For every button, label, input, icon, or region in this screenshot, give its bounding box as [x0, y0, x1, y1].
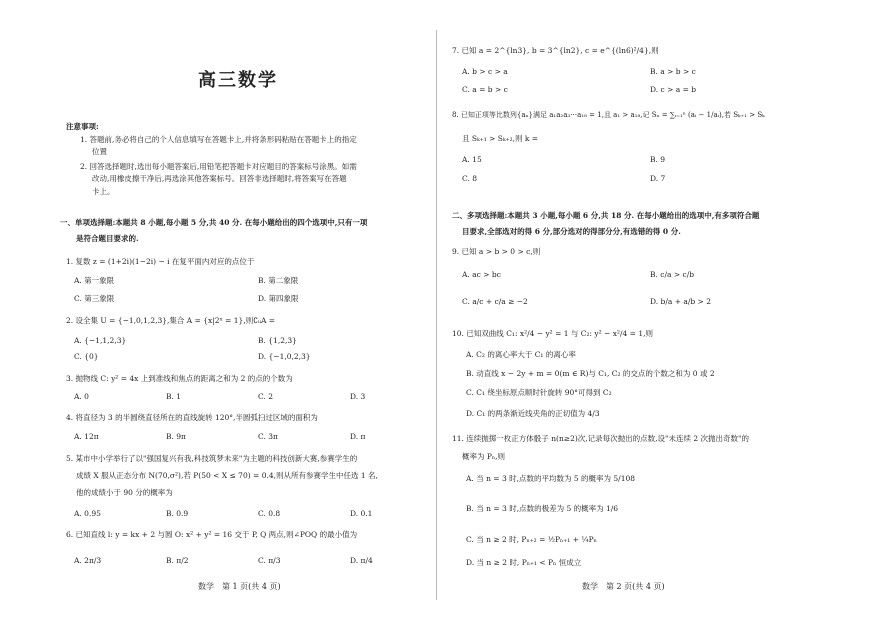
q6-stem: 6. 已知直线 l: y = kx + 2 与圆 O: x² + y² = 16 交于 P, Q 两点,则∠POQ 的最小值为 [66, 530, 358, 539]
q4-option-d: D. π [350, 432, 366, 441]
notice-1-line2: 位置 [92, 147, 107, 156]
q1-option-c: C. 第三象限 [74, 294, 115, 303]
q7-option-d: D. c > a = b [650, 85, 697, 94]
q5-option-a: A. 0.95 [74, 509, 101, 518]
q7-stem: 7. 已知 a = 2^{ln3}, b = 3^{ln2}, c = e^{(ln6)²/4},则 [452, 46, 659, 55]
q2-option-b: B. {1,2,3} [258, 336, 297, 345]
section2-heading-line2: 目要求,全部选对的得 6 分,部分选对的得部分分,有选错的得 0 分. [462, 227, 681, 236]
q10-option-b: B. 动直线 x − 2y + m = 0(m ∈ R)与 C₁, C₂ 的交点的个数之和为 0 或 2 [466, 369, 715, 378]
q9-option-d: D. b/a + a/b > 2 [650, 297, 711, 306]
q1-option-b: B. 第二象限 [258, 276, 299, 285]
q4-option-c: C. 3π [258, 432, 278, 441]
page-divider [436, 30, 437, 600]
right-page [440, 0, 870, 629]
q11-option-d: D. 当 n ≥ 2 时, Pₙ₊₁ < Pₙ 恒成立 [466, 558, 582, 567]
q2-option-c: C. {0} [74, 352, 99, 361]
q6-option-d: D. π/4 [350, 556, 373, 565]
q9-option-c: C. a/c + c/a ≥ −2 [462, 297, 528, 306]
q10-option-c: C. C₁ 绕坐标原点顺时针旋转 90°可得到 C₂ [466, 388, 612, 397]
notice-1-line1: 1. 答题前,务必将自己的个人信息填写在答题卡上,并将条形码粘贴在答题卡上的指定 [80, 135, 357, 144]
q9-option-b: B. c/a > c/b [650, 270, 695, 279]
q10-option-a: A. C₂ 的离心率大于 C₁ 的离心率 [466, 350, 576, 359]
q8-option-d: D. 7 [650, 174, 666, 183]
q8-option-c: C. 8 [462, 174, 478, 183]
q10-stem: 10. 已知双曲线 C₁: x²/4 − y² = 1 与 C₂: y² − x²/4 = 1,则 [452, 329, 653, 338]
q5-option-c: C. 0.8 [258, 509, 281, 518]
q7-option-a: A. b > c > a [462, 67, 508, 76]
page-footer-2: 数学 第 2 页(共 4 页) [582, 582, 665, 591]
section1-heading-line2: 是符合题目要求的. [76, 234, 139, 243]
q4-option-a: A. 12π [74, 432, 99, 441]
q10-option-d: D. C₁ 的两条渐近线夹角的正切值为 4/3 [466, 409, 600, 418]
q8-stem-line2: 且 Sₖ₊₁ > Sₖ₊₂,则 k = [462, 134, 539, 143]
q9-option-a: A. ac > bc [462, 270, 501, 279]
q1-stem: 1. 复数 z = (1+2i)(1−2i) − i 在复平面内对应的点位于 [66, 257, 255, 266]
q3-option-a: A. 0 [74, 392, 89, 401]
q2-stem: 2. 设全集 U = {−1,0,1,2,3},集合 A = {x|2ˣ = 1},则∁ᵤA = [66, 316, 276, 325]
q5-option-b: B. 0.9 [166, 509, 189, 518]
q7-option-b: B. a > b > c [650, 67, 696, 76]
q11-stem-line2: 概率为 Pₙ,则 [462, 452, 506, 461]
notice-2-line2: 改动,用橡皮擦干净后,再选涂其他答案标号。回答非选择题时,将答案写在答题 [92, 174, 347, 183]
q8-stem-line1: 8. 已知正项等比数列{aₙ}满足 a₁a₂a₃⋯a₁₈ = 1,且 a₁ > a₁₈,记 Sₙ = ∑ᵢ₌₁ⁿ (aᵢ − 1/aᵢ),若 Sₖ₊₁ > Sₖ [452, 111, 765, 119]
q6-option-c: C. π/3 [258, 556, 281, 565]
q3-option-c: C. 2 [258, 392, 274, 401]
notice-heading: 注意事项: [66, 122, 99, 131]
q11-option-a: A. 当 n = 3 时,点数的平均数为 5 的概率为 5/108 [466, 474, 636, 483]
q5-stem-line2: 成绩 X 服从正态分布 N(70,σ²),若 P(50 < X ≤ 70) = 0.4,则从所有参赛学生中任选 1 名, [76, 471, 378, 480]
q7-option-c: C. a = b > c [462, 85, 508, 94]
q5-stem-line3: 他的成绩小于 90 分的概率为 [76, 488, 173, 497]
q4-stem: 4. 将直径为 3 的半圆绕直径所在的直线旋转 120°,半圆弧扫过区域的面积为 [66, 413, 318, 422]
page-footer-1: 数学 第 1 页(共 4 页) [198, 582, 281, 591]
exam-title: 高三数学 [198, 70, 278, 91]
q6-option-b: B. π/2 [166, 556, 189, 565]
q3-option-d: D. 3 [350, 392, 366, 401]
q11-option-b: B. 当 n = 3 时,点数的极差为 5 的概率为 1/6 [466, 504, 619, 513]
notice-2-line1: 2. 回答选择题时,选出每小题答案后,用铅笔把答题卡对应题目的答案标号涂黑。如需 [80, 162, 357, 171]
q5-stem-line1: 5. 某市中小学举行了以"强国复兴有我,科技筑梦未来"为主题的科技创新大赛,参赛学生的 [66, 454, 358, 463]
q2-option-a: A. {−1,1,2,3} [74, 336, 127, 345]
left-page [0, 0, 430, 629]
q2-option-d: D. {−1,0,2,3} [258, 352, 311, 361]
q6-option-a: A. 2π/3 [74, 556, 102, 565]
q3-stem: 3. 抛物线 C: y² = 4x 上到准线和焦点的距离之和为 2 的点的个数为 [66, 374, 293, 383]
q1-option-d: D. 第四象限 [258, 294, 299, 303]
section1-heading-line1: 一、单项选择题:本题共 8 小题,每小题 5 分,共 40 分. 在每小题给出的四个选项中,只有一项 [60, 218, 368, 227]
q8-option-b: B. 9 [650, 155, 666, 164]
q9-stem: 9. 已知 a > b > 0 > c,则 [452, 247, 541, 256]
q11-option-c: C. 当 n ≥ 2 时, Pₙ₊₂ = ½Pₙ₊₁ + ¼Pₙ [466, 535, 597, 544]
q3-option-b: B. 1 [166, 392, 182, 401]
q4-option-b: B. 9π [166, 432, 186, 441]
notice-2-line3: 卡上。 [92, 187, 115, 196]
q1-option-a: A. 第一象限 [74, 276, 115, 285]
section2-heading-line1: 二、多项选择题:本题共 3 小题,每小题 6 分,共 18 分. 在每小题给出的选项中,有多项符合题 [452, 211, 760, 220]
q5-option-d: D. 0.1 [350, 509, 373, 518]
q11-stem-line1: 11. 连续抛掷一枚正方体骰子 n(n≥2)次,记录每次抛出的点数,设"未连续 2 次抛出奇数"的 [452, 434, 749, 443]
q8-option-a: A. 15 [462, 155, 482, 164]
